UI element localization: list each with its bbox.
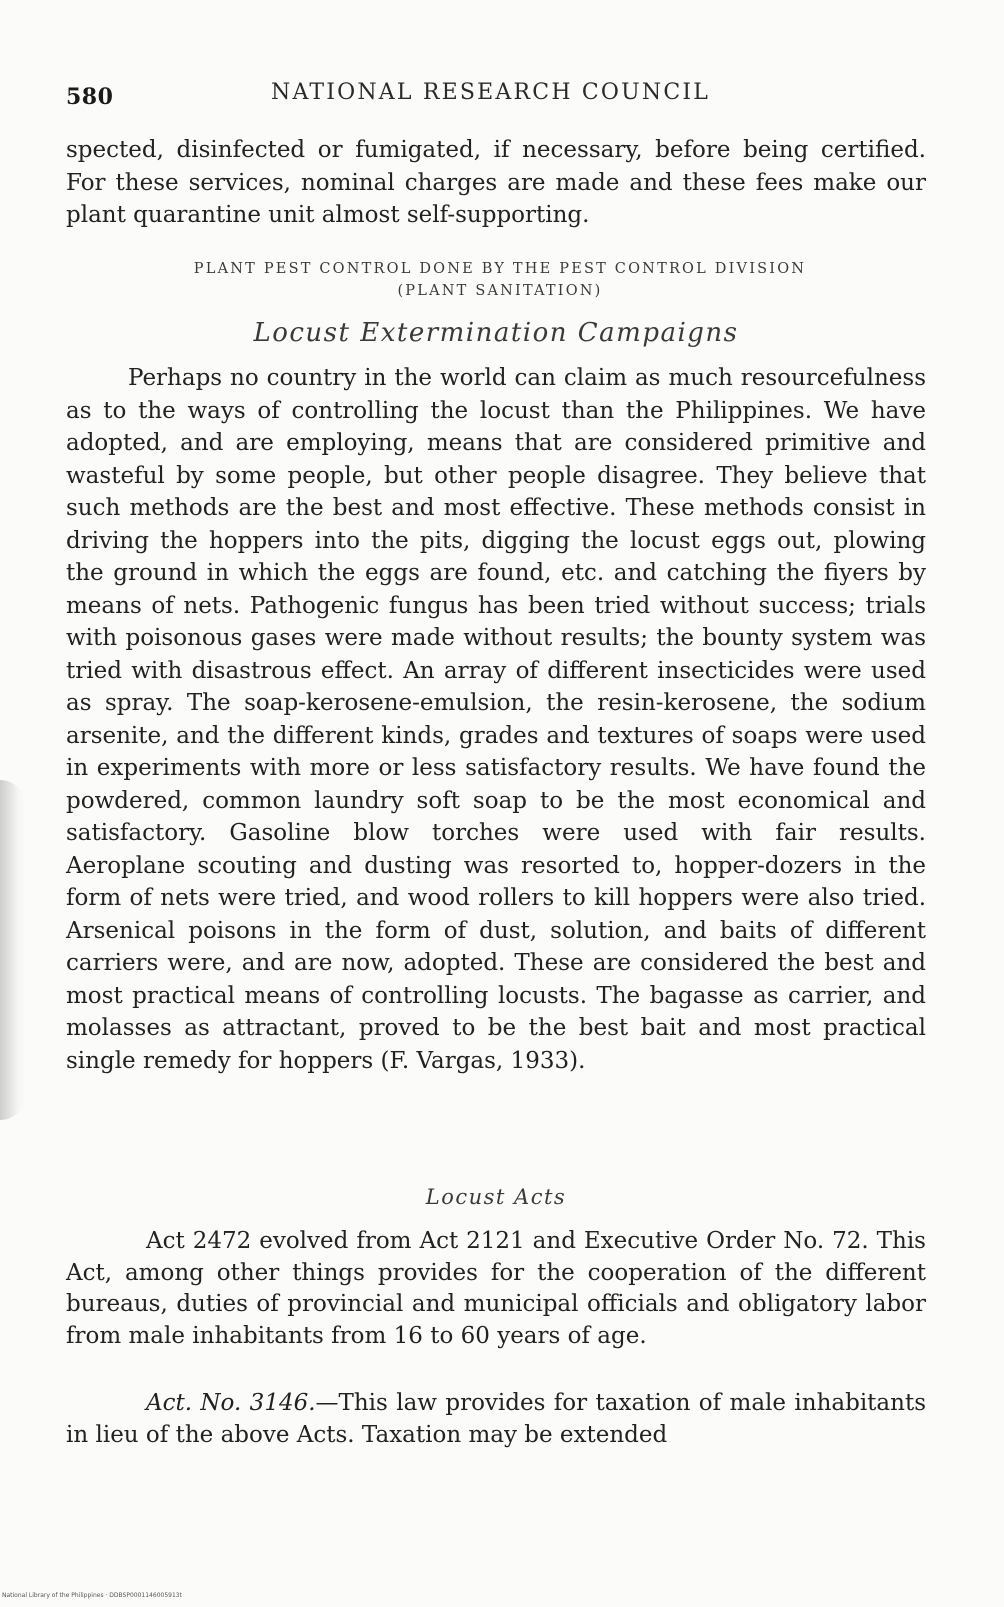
section-heading-line2: (PLANT SANITATION)	[397, 283, 603, 299]
paragraph-act-2472: Act 2472 evolved from Act 2121 and Executive Order No. 72. This Act, among other things provides for the cooperation of the different bureaus, duties of provincial and municipal officials and obligatory labor from male inhabitants from 16 to 60 years of age.	[66, 1228, 926, 1349]
running-head	[66, 78, 711, 114]
page-number: 580	[66, 84, 114, 110]
section-heading	[100, 258, 900, 302]
running-title: NATIONAL RESEARCH COUNCIL	[271, 80, 711, 105]
locust-acts-heading: Locust Acts	[425, 1185, 567, 1209]
paragraph-locust-campaigns: Perhaps no country in the world can claim as much resourcefulness as to the ways of controlling the locust than the Philippines. We have adopted, and are employing, means that are considered primitive and wasteful by some people, but other people disagree. They believe that such methods are the best and most effective. These methods consist in driving the hoppers into the pits, digging the locust eggs out, plowing the ground in which the eggs are found, etc. and catching the fiyers by means of nets. Pathogenic fungus has been tried without success; trials with poisonous gases were made without results; the bounty system was tried with disastrous effect. An array of different insecticides were used as spray. The soap-kerosene-emulsion, the resin-kerosene, the sodium arsenite, and the different kinds, grades and textures of soaps were used in experiments with more or less satisfactory results. We have found the powdered, common laundry soft soap to be the most economical and satisfactory. Gasoline blow torches were used with fair results. Aeroplane scouting and dusting was resorted to, hopper-dozers in the form of nets were tried, and wood rollers to kill hoppers were also tried. Arsenical poisons in the form of dust, solution, and baits of different carriers were, and are now, adopted. These are considered the best and most practical means of controlling locusts. The bagasse as carrier, and molasses as attractant, proved to be the best bait and most practical single remedy for hoppers (F. Vargas, 1933).	[66, 365, 926, 1074]
act-3146-body: —This law provides for taxation of male inhabitants in lieu of the above Acts. Taxation may be extended	[66, 1390, 926, 1448]
paragraph-act-3146	[66, 1388, 926, 1451]
scan-footer-note: National Library of the Philippines · DDBSP0001146005913t	[2, 1592, 182, 1599]
locust-campaigns-heading: Locust Extermination Campaigns	[253, 318, 739, 348]
act-3146-label: Act. No. 3146.	[146, 1390, 316, 1416]
scan-edge-shadow	[0, 780, 26, 1120]
section-heading-line1: PLANT PEST CONTROL DONE BY THE PEST CONTROL DIVISION	[193, 261, 807, 277]
paragraph-quarantine: spected, disinfected or fumigated, if necessary, before being certified. For these services, nominal charges are made and these fees make our plant quarantine unit almost self-supporting.	[66, 137, 926, 228]
